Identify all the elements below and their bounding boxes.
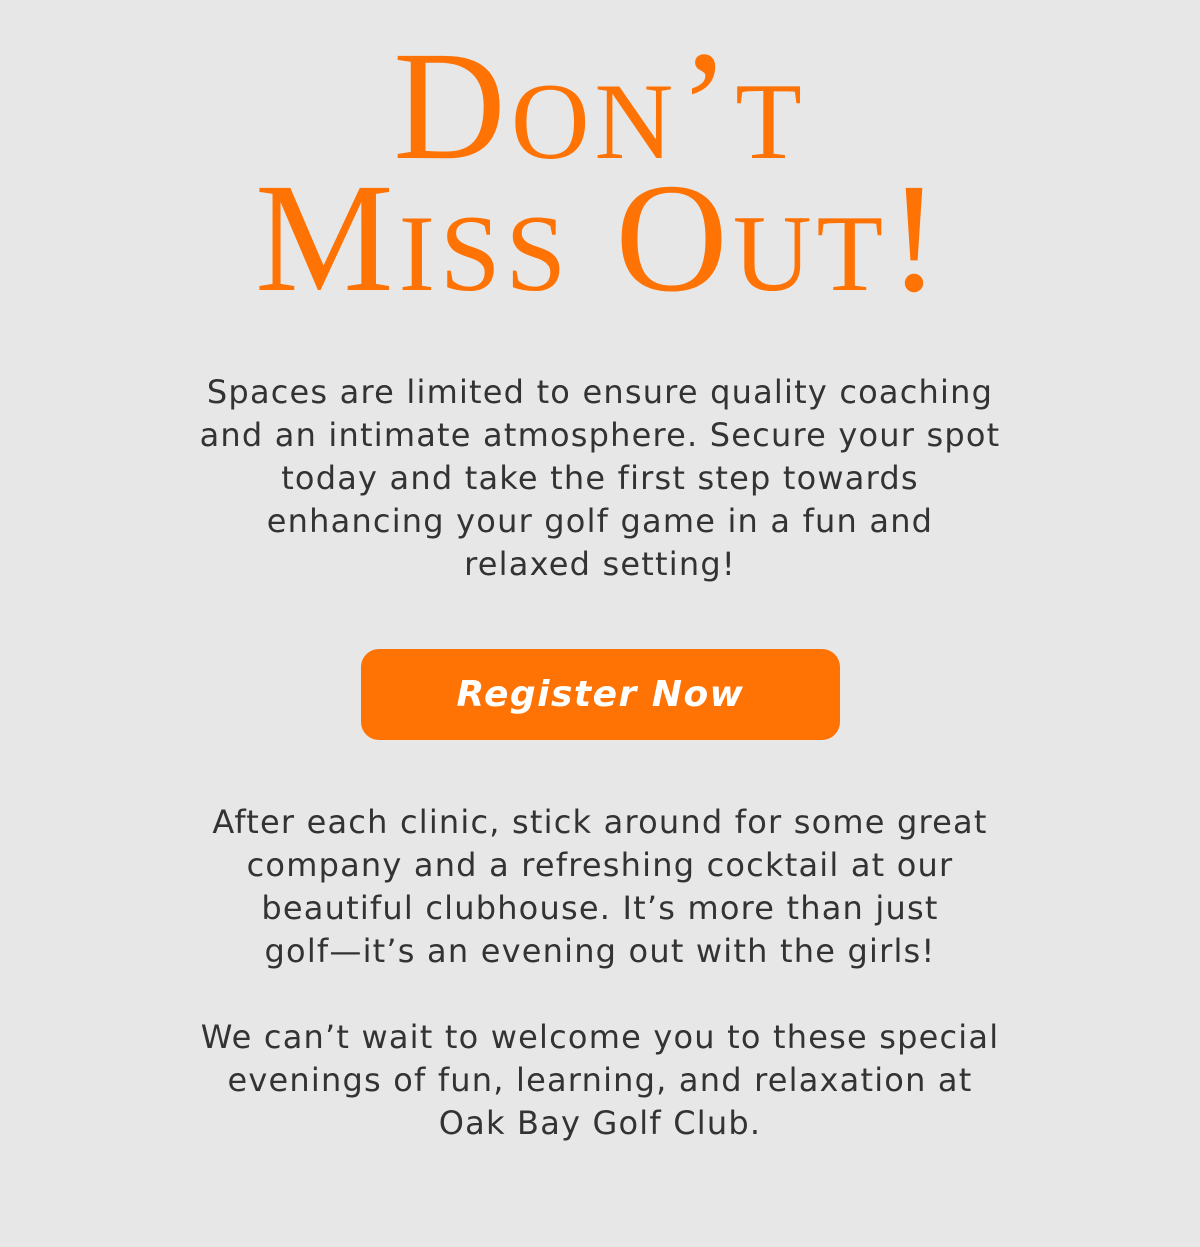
welcome-line: We can’t wait to welcome you to these special — [200, 1018, 1000, 1056]
register-now-button[interactable] — [361, 649, 840, 740]
welcome-line: Oak Bay Golf Club. — [438, 1104, 762, 1142]
welcome-paragraph — [120, 1016, 1080, 1145]
welcome-line: evenings of fun, learning, and relaxation at — [227, 1061, 973, 1099]
after-clinic-line: company and a refreshing cocktail at our — [246, 846, 954, 884]
intro-line: and an intimate atmosphere. Secure your spot — [199, 416, 1001, 454]
after-clinic-line: After each clinic, stick around for some great — [212, 803, 988, 841]
headline-line-1: Don’t — [393, 19, 807, 192]
intro-line: enhancing your golf game in a fun and — [266, 502, 934, 540]
after-clinic-line: beautiful clubhouse. It’s more than just — [261, 889, 939, 927]
intro-line: Spaces are limited to ensure quality coaching — [206, 373, 994, 411]
intro-paragraph — [120, 371, 1080, 586]
register-now-label: Register Now — [456, 674, 745, 715]
intro-line: relaxed setting! — [464, 545, 736, 583]
headline-line-2: Miss Out! — [254, 151, 946, 324]
after-clinic-paragraph — [120, 801, 1080, 973]
intro-line: today and take the first step towards — [281, 459, 919, 497]
after-clinic-line: golf—it’s an evening out with the girls! — [264, 932, 936, 970]
